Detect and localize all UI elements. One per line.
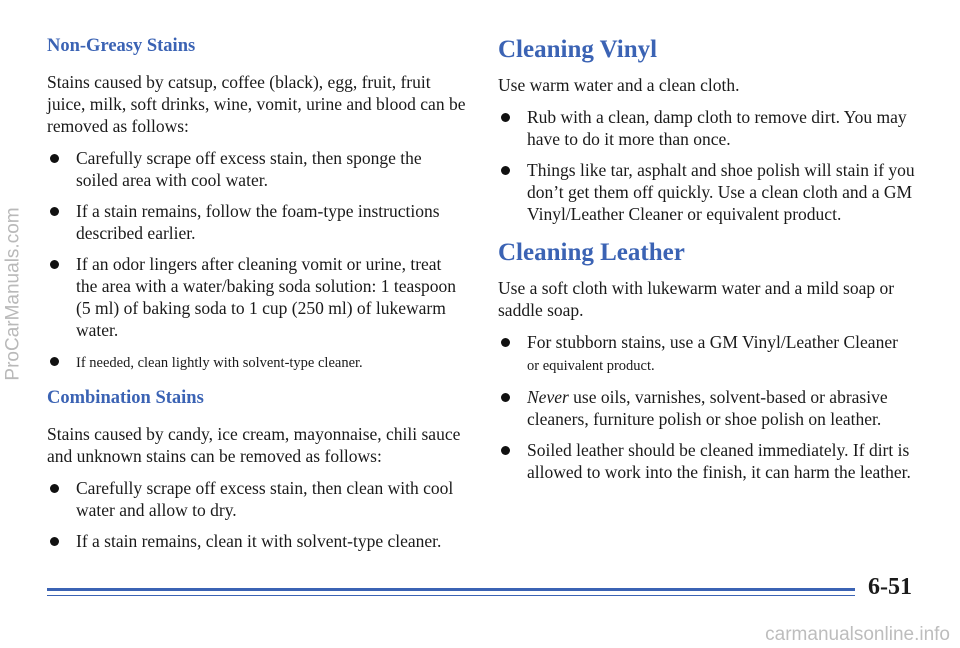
list-item [498, 159, 928, 225]
list-item [47, 350, 467, 374]
cleaning-vinyl-heading: Cleaning Vinyl [498, 36, 658, 63]
right-column [498, 36, 928, 493]
list-item [47, 200, 467, 244]
non-greasy-intro: Stains caused by catsup, coffee (black), egg, fruit, fruit juice, milk, soft drinks, wine, vomit, urine and blood can be removed as follows: [47, 72, 466, 136]
bullet-icon [50, 207, 59, 216]
bullet-icon [501, 113, 510, 122]
list-item [47, 253, 467, 341]
list-item-text: If needed, clean lightly with solvent-type cleaner. [76, 355, 363, 371]
vinyl-list [498, 106, 928, 225]
footer-rule-thick [47, 588, 855, 591]
footer-rule-thin [47, 595, 855, 596]
watermark-bottom: carmanualsonline.info [765, 624, 950, 645]
list-item-text: Soiled leather should be cleaned immediately. If dirt is allowed to work into the finish, it can harm the leather. [527, 440, 911, 482]
list-item-text: Carefully scrape off excess stain, then sponge the soiled area with cool water. [76, 148, 422, 190]
combination-intro: Stains caused by candy, ice cream, mayonnaise, chili sauce and unknown stains can be removed as follows: [47, 424, 461, 466]
list-item-text: Things like tar, asphalt and shoe polish will stain if you don’t get them off quickly. Use a clean cloth and a GM Vinyl/Leather Cleaner or equivalent product. [527, 160, 915, 224]
bullet-icon [50, 537, 59, 546]
bullet-icon [501, 166, 510, 175]
combination-list [47, 477, 467, 552]
non-greasy-stains-heading: Non-Greasy Stains [47, 36, 196, 56]
list-item [47, 530, 467, 552]
list-item-text: use oils, varnishes, solvent-based or abrasive cleaners, furniture polish or shoe polish on leather. [527, 387, 888, 429]
left-column [47, 36, 467, 562]
list-item [498, 106, 928, 150]
list-item [498, 386, 928, 430]
bullet-icon [50, 154, 59, 163]
list-item-text: Rub with a clean, damp cloth to remove dirt. You may have to do it more than once. [527, 107, 907, 149]
list-item-text: For stubborn stains, use a GM Vinyl/Leather Cleaner [527, 332, 898, 352]
never-emphasis: Never [527, 387, 569, 407]
watermark-left [2, 84, 26, 504]
vinyl-intro: Use warm water and a clean cloth. [498, 75, 740, 95]
bullet-icon [50, 357, 59, 366]
bullet-icon [50, 484, 59, 493]
combination-stains-heading: Combination Stains [47, 388, 204, 408]
cleaning-leather-heading: Cleaning Leather [498, 239, 685, 266]
list-item [498, 439, 928, 483]
list-item-text: If an odor lingers after cleaning vomit or urine, treat the area with a water/baking soda solution: 1 teaspoon (5 ml) of baking soda to 1 cup (250 ml) of lukewarm water. [76, 254, 457, 340]
bullet-icon [501, 446, 510, 455]
page-number: 6-51 [868, 574, 912, 600]
list-item-text: If a stain remains, clean it with solvent-type cleaner. [76, 531, 442, 551]
list-item [47, 477, 467, 521]
bullet-icon [501, 338, 510, 347]
list-item-text-small: or equivalent product. [527, 358, 655, 374]
leather-list [498, 331, 928, 483]
list-item [498, 331, 928, 377]
bullet-icon [50, 260, 59, 269]
watermark-left-text: ProCarManuals.com [3, 207, 25, 381]
list-item-text: If a stain remains, follow the foam-type instructions described earlier. [76, 201, 440, 243]
leather-intro: Use a soft cloth with lukewarm water and a mild soap or saddle soap. [498, 278, 895, 320]
non-greasy-list [47, 147, 467, 374]
bullet-icon [501, 393, 510, 402]
list-item [47, 147, 467, 191]
list-item-text: Carefully scrape off excess stain, then clean with cool water and allow to dry. [76, 478, 454, 520]
